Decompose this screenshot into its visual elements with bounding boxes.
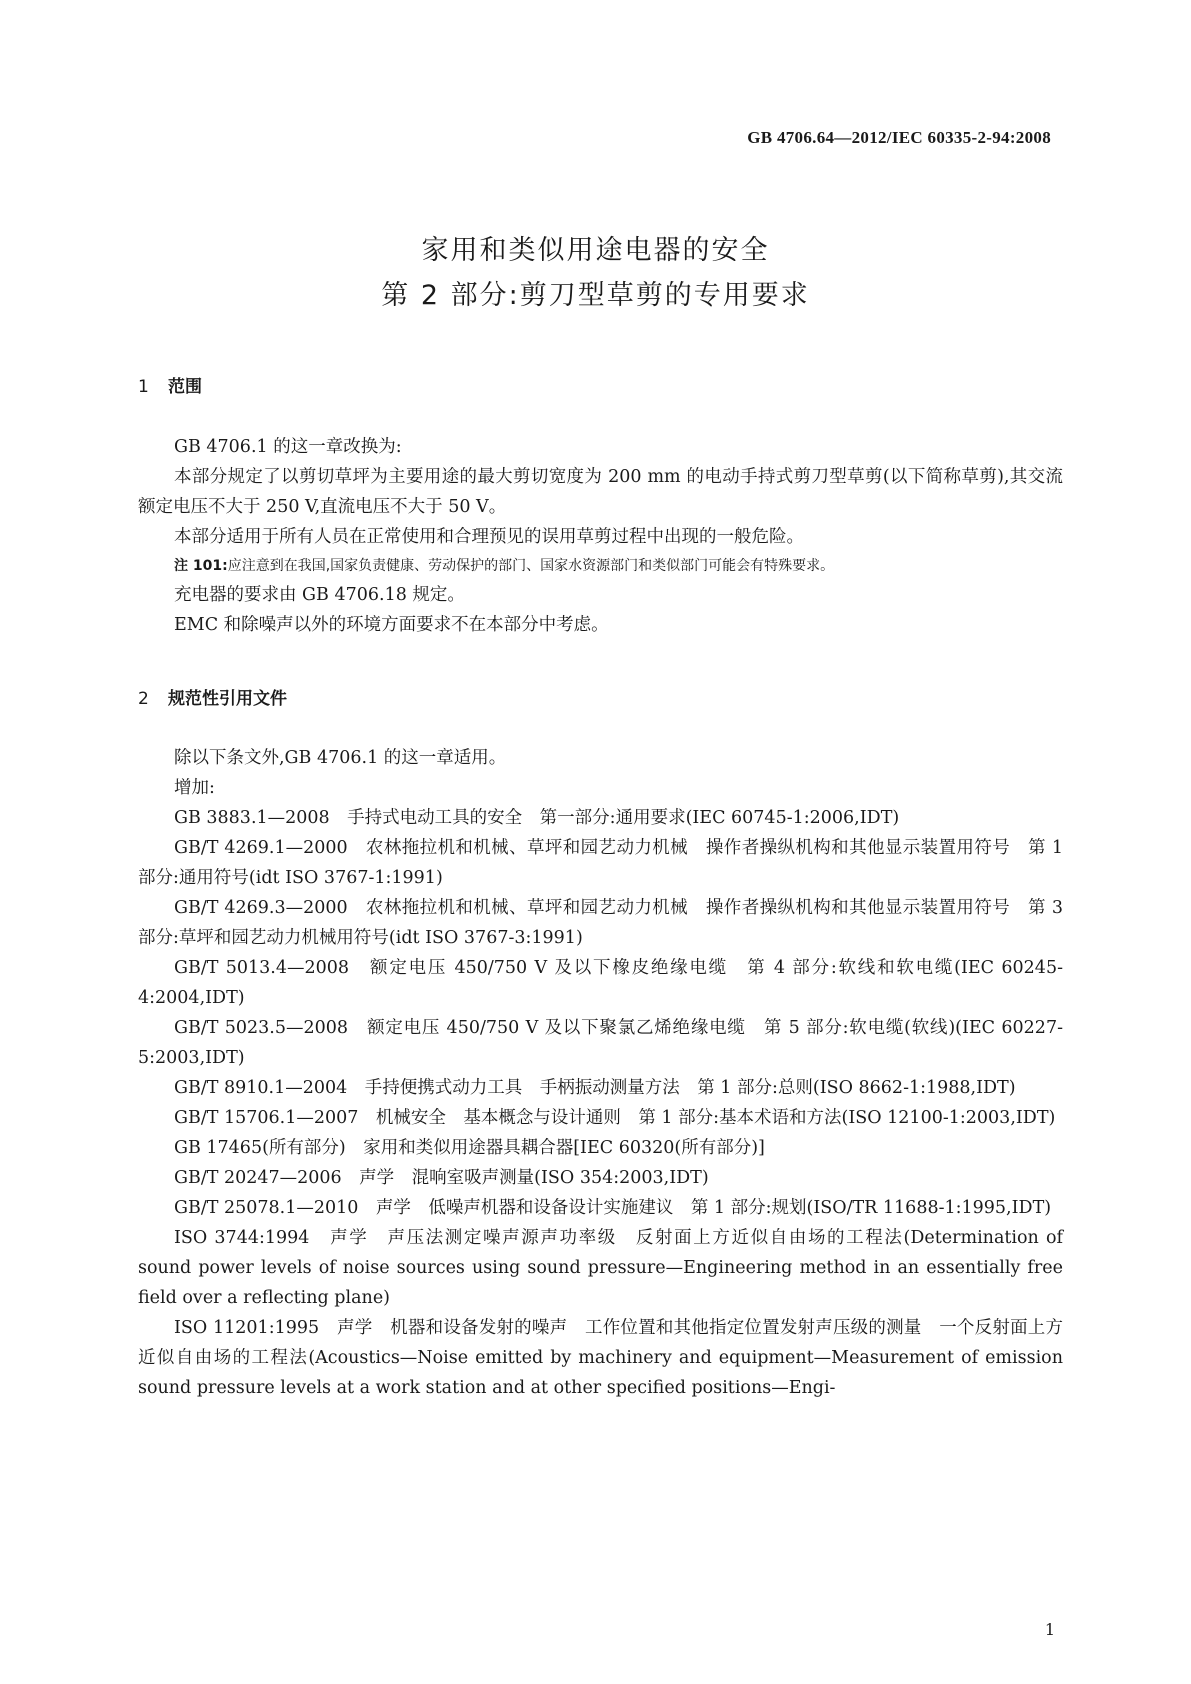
reference-entry: GB/T 8910.1—2004 手持便携式动力工具 手柄振动测量方法 第 1 部分:总则(ISO 8662-1:1988,IDT) xyxy=(174,1078,1016,1098)
reference-entry: GB/T 4269.1—2000 农林拖拉机和机械、草坪和园艺动力机械 操作者操纵机构和其他显示装置用符号 第 1 部分:通用符号(idt ISO 3767-1:1991) xyxy=(138,838,1063,888)
note-text: 应注意到在我国,国家负责健康、劳动保护的部门、国家水资源部门和类似部门可能会有特殊要求。 xyxy=(227,558,835,574)
paragraph: EMC 和除噪声以外的环境方面要求不在本部分中考虑。 xyxy=(174,615,609,635)
reference-entry: ISO 3744:1994 声学 声压法测定噪声源声功率级 反射面上方近似自由场的工程法(Determination of sound power levels of noise sources using sound pressure—Engineering method in an essentially free field over a reflecting plane) xyxy=(138,1228,1063,1308)
paragraph: 除以下条文外,GB 4706.1 的这一章适用。 xyxy=(174,748,507,768)
paragraph: 本部分适用于所有人员在正常使用和合理预见的误用草剪过程中出现的一般危险。 xyxy=(174,527,804,547)
section-2-number: 2 xyxy=(138,689,149,709)
note-101 xyxy=(138,552,1063,580)
standard-number-header: GB 4706.64—2012/IEC 60335-2-94:2008 xyxy=(747,128,1051,147)
reference-entry: GB/T 25078.1—2010 声学 低噪声机器和设备设计实施建议 第 1 部分:规划(ISO/TR 11688-1:1995,IDT) xyxy=(174,1198,1052,1218)
section-2-heading xyxy=(138,684,287,709)
section-1-heading xyxy=(138,372,202,397)
section-2-title: 规范性引用文件 xyxy=(168,689,287,709)
note-label: 注 101: xyxy=(174,558,228,574)
section-1-body xyxy=(138,432,1063,640)
paragraph: 增加: xyxy=(174,778,215,798)
reference-entry: GB/T 4269.3—2000 农林拖拉机和机械、草坪和园艺动力机械 操作者操纵机构和其他显示装置用符号 第 3 部分:草坪和园艺动力机械用符号(idt ISO 3767-3:1991) xyxy=(138,898,1063,948)
document-title-line1: 家用和类似用途电器的安全 xyxy=(421,235,770,266)
paragraph: 充电器的要求由 GB 4706.18 规定。 xyxy=(174,585,465,605)
reference-entry: GB/T 15706.1—2007 机械安全 基本概念与设计通则 第 1 部分:基本术语和方法(ISO 12100-1:2003,IDT) xyxy=(174,1108,1056,1128)
section-1-number: 1 xyxy=(138,377,149,397)
paragraph: GB 4706.1 的这一章改换为: xyxy=(174,437,402,457)
reference-entry: GB/T 5013.4—2008 额定电压 450/750 V 及以下橡皮绝缘电缆 第 4 部分:软线和软电缆(IEC 60245-4:2004,IDT) xyxy=(138,958,1063,1008)
section-1-title: 范围 xyxy=(168,377,202,397)
reference-entry: GB/T 20247—2006 声学 混响室吸声测量(ISO 354:2003,IDT) xyxy=(174,1168,709,1188)
reference-entry: GB 17465(所有部分) 家用和类似用途器具耦合器[IEC 60320(所有部分)] xyxy=(174,1138,765,1158)
document-title-line2: 第 2 部分:剪刀型草剪的专用要求 xyxy=(381,280,810,311)
reference-entry: GB/T 5023.5—2008 额定电压 450/750 V 及以下聚氯乙烯绝缘电缆 第 5 部分:软电缆(软线)(IEC 60227-5:2003,IDT) xyxy=(138,1018,1063,1068)
paragraph: 本部分规定了以剪切草坪为主要用途的最大剪切宽度为 200 mm 的电动手持式剪刀型草剪(以下简称草剪),其交流额定电压不大于 250 V,直流电压不大于 50 V。 xyxy=(138,467,1063,517)
reference-entry: ISO 11201:1995 声学 机器和设备发射的噪声 工作位置和其他指定位置发射声压级的测量 一个反射面上方近似自由场的工程法(Acoustics—Noise emitted by machinery and equipment—Measurement of emission sound pressure levels at a work station and at other specified positions—Engi- xyxy=(138,1318,1063,1398)
page-number: 1 xyxy=(1044,1620,1055,1639)
reference-entry: GB 3883.1—2008 手持式电动工具的安全 第一部分:通用要求(IEC 60745-1:2006,IDT) xyxy=(174,808,900,828)
section-2-body xyxy=(138,743,1063,1403)
